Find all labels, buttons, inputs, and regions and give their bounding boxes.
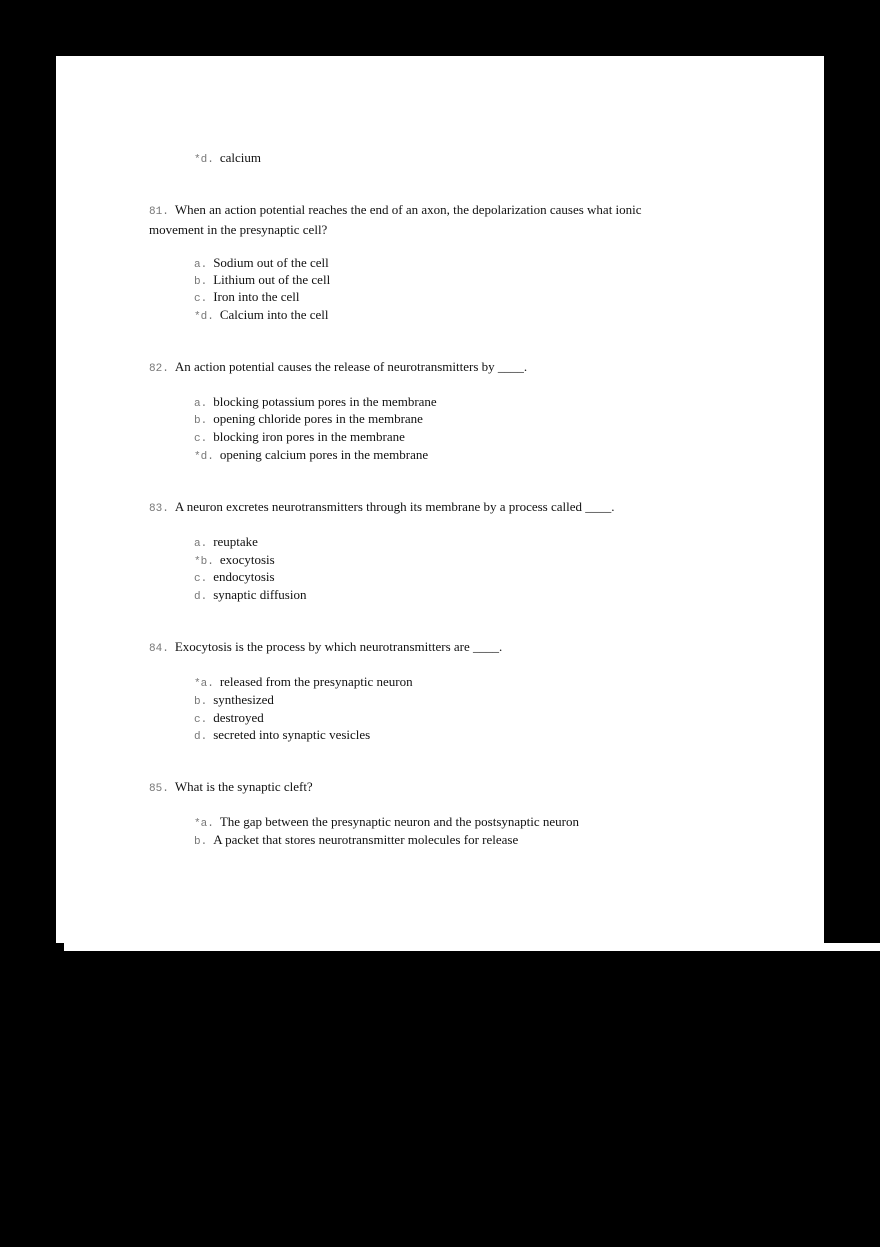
option-letter: b.	[194, 276, 208, 288]
question-number: 84.	[149, 643, 169, 655]
option-text: The gap between the presynaptic neuron and the postsynaptic neuron	[219, 814, 580, 829]
question-84	[149, 638, 689, 658]
answer-option	[194, 288, 299, 308]
question-number: 81.	[149, 206, 169, 218]
option-text: blocking potassium pores in the membrane	[213, 394, 437, 409]
option-text: Calcium into the cell	[219, 307, 329, 322]
option-text: opening chloride pores in the membrane	[213, 411, 423, 426]
option-text: synaptic diffusion	[213, 587, 307, 602]
answer-option	[194, 691, 274, 711]
option-letter: a.	[194, 259, 208, 271]
question-82	[149, 358, 689, 378]
answer-option	[194, 410, 423, 430]
option-text: calcium	[219, 150, 261, 165]
answer-option	[194, 533, 258, 553]
option-text: opening calcium pores in the membrane	[219, 447, 429, 462]
option-letter: a.	[194, 398, 208, 410]
question-text: When an action potential reaches the end of an axon, the depolarization causes what ionic movement in the presynaptic cell?	[149, 202, 642, 237]
option-text: A packet that stores neurotransmitter molecules for release	[213, 832, 519, 847]
option-letter: b.	[194, 415, 208, 427]
option-text: synthesized	[213, 692, 274, 707]
option-letter: c.	[194, 714, 208, 726]
option-text: blocking iron pores in the membrane	[213, 429, 405, 444]
option-letter: *a.	[194, 818, 214, 830]
question-text: What is the synaptic cleft?	[174, 779, 313, 794]
answer-option	[194, 813, 579, 833]
option-letter: a.	[194, 538, 208, 550]
question-number: 82.	[149, 363, 169, 375]
option-text: Sodium out of the cell	[213, 255, 329, 270]
option-letter: b.	[194, 836, 208, 848]
page-edge-strip	[64, 943, 880, 951]
option-letter: c.	[194, 433, 208, 445]
answer-option	[194, 726, 370, 746]
option-letter: *d.	[194, 154, 214, 166]
answer-option	[194, 306, 328, 326]
answer-option	[194, 446, 428, 466]
question-85	[149, 778, 689, 798]
option-letter: *d.	[194, 451, 214, 463]
option-text: secreted into synaptic vesicles	[213, 727, 371, 742]
option-letter: *b.	[194, 556, 214, 568]
option-letter: b.	[194, 696, 208, 708]
question-83	[149, 498, 689, 518]
option-text: Lithium out of the cell	[213, 272, 331, 287]
question-text: A neuron excretes neurotransmitters through its membrane by a process called ____.	[174, 499, 615, 514]
option-letter: d.	[194, 731, 208, 743]
answer-option	[194, 149, 261, 169]
question-number: 83.	[149, 503, 169, 515]
question-text: An action potential causes the release of neurotransmitters by ____.	[174, 359, 528, 374]
answer-option	[194, 586, 306, 606]
option-text: endocytosis	[213, 569, 275, 584]
question-text: Exocytosis is the process by which neurotransmitters are ____.	[174, 639, 503, 654]
option-letter: d.	[194, 591, 208, 603]
option-letter: c.	[194, 293, 208, 305]
option-text: exocytosis	[219, 552, 275, 567]
answer-option	[194, 673, 413, 693]
question-number: 85.	[149, 783, 169, 795]
answer-option	[194, 428, 405, 448]
question-81	[149, 201, 689, 239]
option-text: destroyed	[213, 710, 264, 725]
answer-option	[194, 568, 275, 588]
answer-option	[194, 831, 518, 851]
option-text: Iron into the cell	[213, 289, 300, 304]
option-letter: c.	[194, 573, 208, 585]
option-text: released from the presynaptic neuron	[219, 674, 413, 689]
option-text: reuptake	[213, 534, 258, 549]
option-letter: *a.	[194, 678, 214, 690]
option-letter: *d.	[194, 311, 214, 323]
